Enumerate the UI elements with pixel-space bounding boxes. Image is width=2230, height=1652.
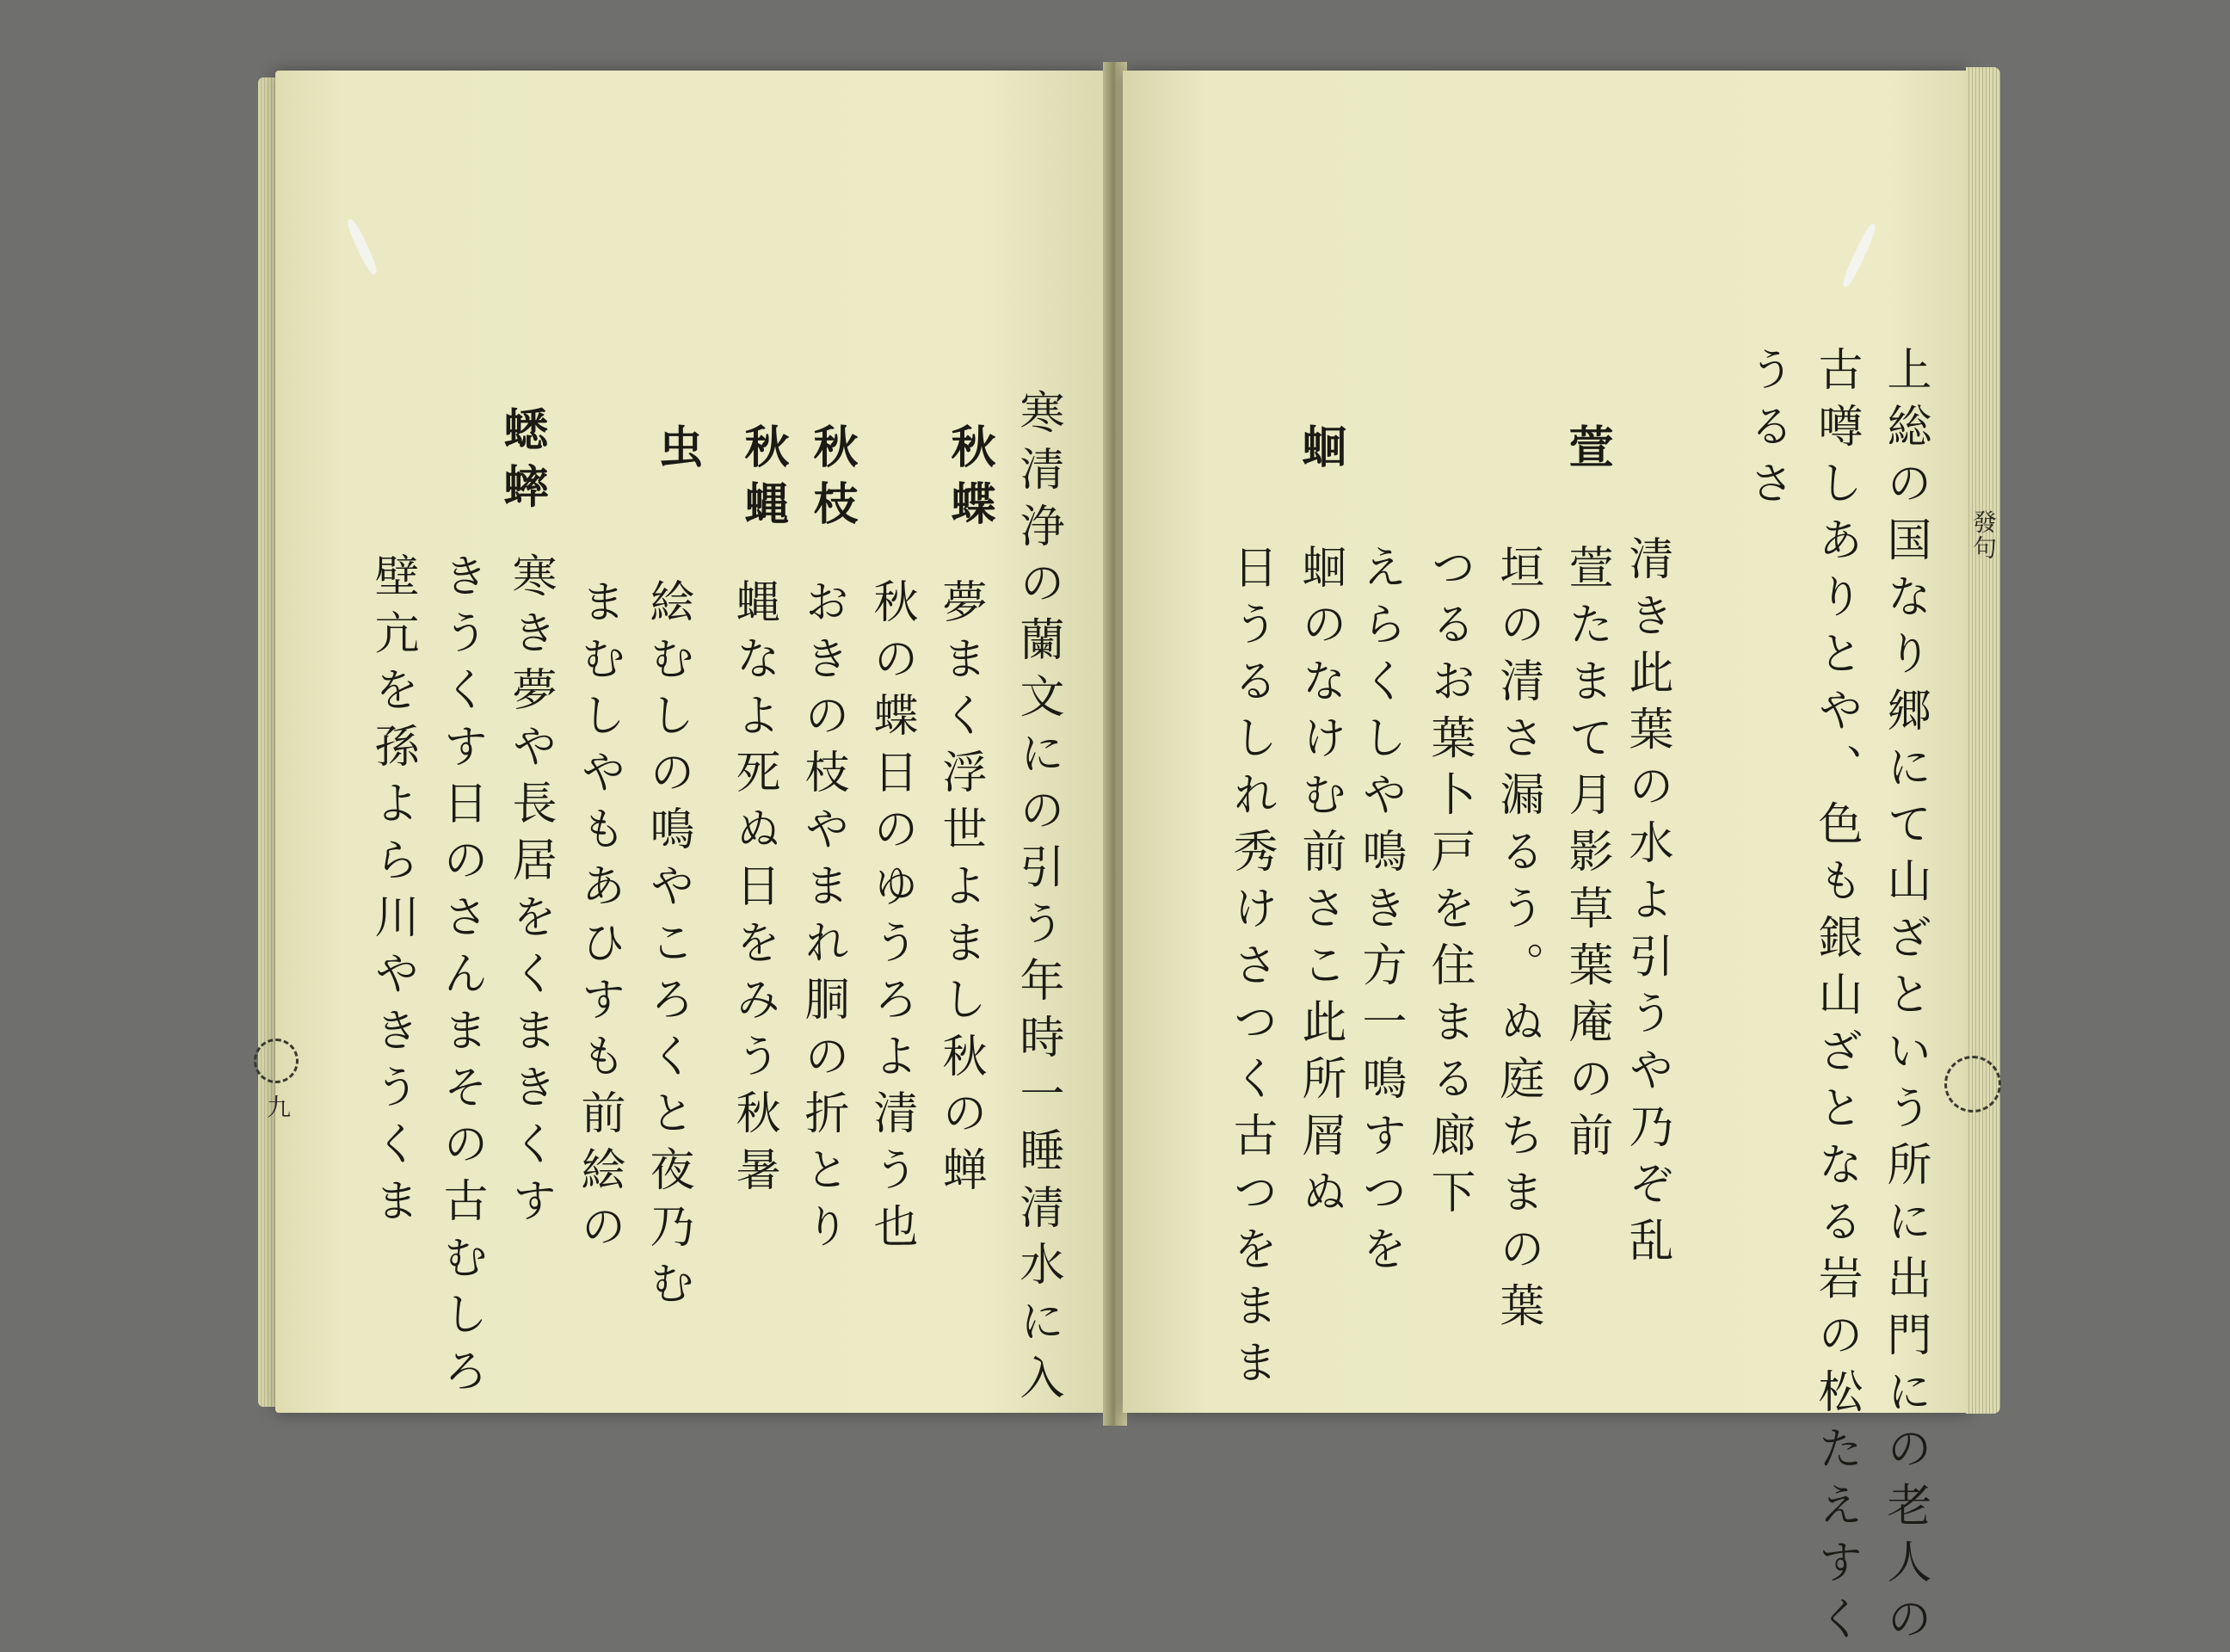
- left-col-13: 寒き夢や長居をくまきくす: [504, 552, 556, 1234]
- right-col-12: 日うるしれ秀けさつく古つをまま: [1225, 544, 1277, 1396]
- left-col-5: 秋枝: [805, 423, 858, 537]
- left-col-9: 虫: [650, 423, 703, 480]
- right-col-5: 萱: [1561, 423, 1613, 480]
- right-col-1: 上総の国なり郷にて山ざという所に出門にの老人の: [1879, 346, 1931, 1652]
- left-col-4: 秋の蝶日のゆうろよ清う也: [866, 578, 917, 1260]
- right-col-9: えらくしや鳴き方一鳴すつを: [1354, 544, 1406, 1282]
- right-edge-circle-mark: [1944, 1056, 2001, 1113]
- right-col-7: 垣の清さ漏るう。ぬ庭ちまの葉: [1492, 544, 1543, 1339]
- left-col-1: 寒清浄の蘭文にの引う年時一睡清水に入: [1012, 389, 1063, 1411]
- right-col-4: 清き此葉の水よ引うや乃ぞ乱: [1621, 535, 1672, 1273]
- left-col-12: 蟋蟀: [496, 406, 548, 520]
- left-edge-circle-mark: [254, 1039, 299, 1083]
- left-col-7: 秋蝿: [736, 423, 789, 537]
- right-col-11: 蛔のなけむ前さこ此所屑ぬ: [1294, 544, 1346, 1225]
- right-col-2: 古噂しありとや、色も銀山ざとなる岩の松たえすく: [1810, 346, 1862, 1652]
- right-edge-title: 發句: [1969, 509, 1998, 561]
- right-col-8: つるお葉卜戸を住まる廊下: [1423, 544, 1475, 1225]
- left-edge-page-number: 九: [263, 1094, 292, 1120]
- left-col-6: おきの枝やまれ胴の折とり: [797, 578, 848, 1260]
- right-col-3: うるさ: [1741, 346, 1793, 516]
- right-col-6: 萱たまて月影草葉庵の前: [1561, 544, 1612, 1168]
- left-col-8: 蝿なよ死ぬ日をみう秋暑: [728, 578, 779, 1203]
- left-col-15: 壁亢を孫よら川やきうくま: [367, 552, 418, 1234]
- left-col-14: きうくす日のさんまその古むしろ: [435, 552, 487, 1404]
- left-col-3: 夢まく浮世よまし秋の蝉: [934, 578, 986, 1203]
- left-col-10: 絵むしの鳴やころくと夜乃む: [642, 578, 693, 1316]
- left-col-2: 秋蝶: [943, 423, 995, 537]
- open-book: [258, 62, 2000, 1652]
- left-col-11: まむしやもあひすも前絵の: [573, 578, 625, 1260]
- right-page-edges: [1966, 67, 2000, 1414]
- right-col-10: 蛔: [1294, 423, 1346, 480]
